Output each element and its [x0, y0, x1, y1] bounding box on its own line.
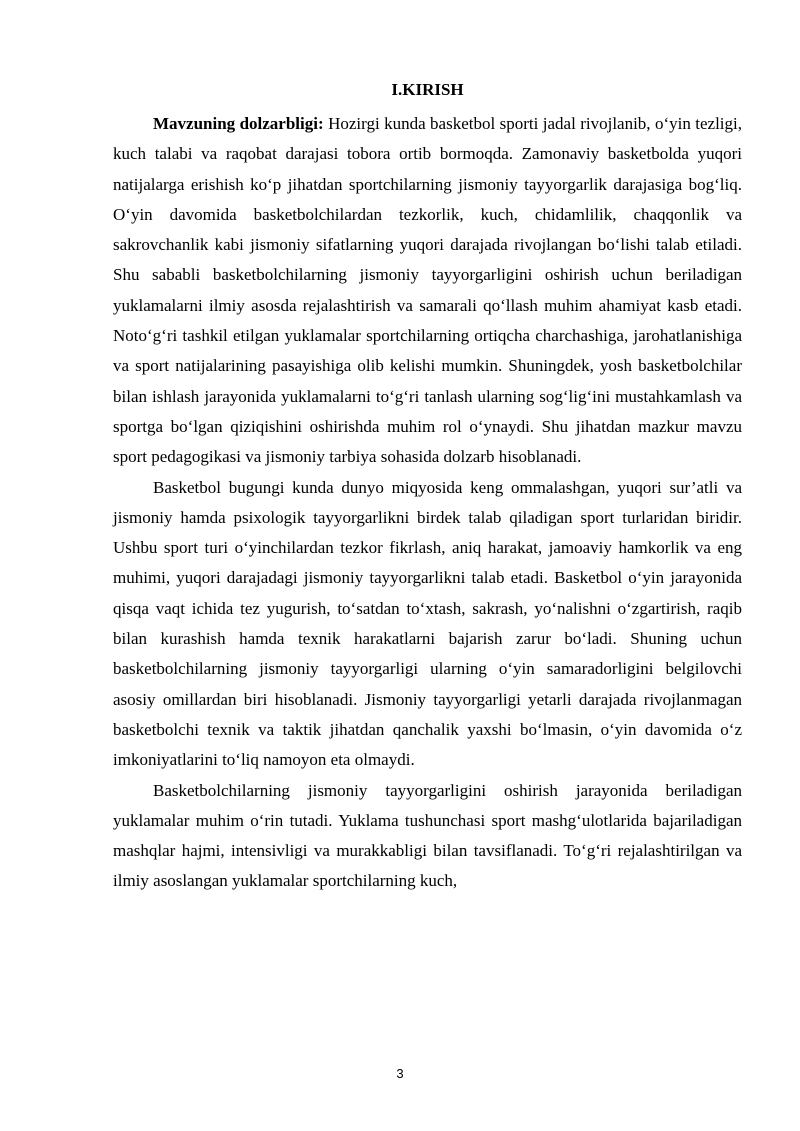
paragraph-lead: Mavzuning dolzarbligi: [153, 114, 324, 133]
paragraph-text: Basketbolchilarning jismoniy tayyorgarligini oshirish jarayonida beriladigan yuklamalar muhim o‘rin tutadi. Yuklama tushunchasi sport mashg‘ulotlarida bajariladigan mashqlar hajmi, intensivligi va murakkabligi bilan tavsiflanadi. To‘g‘ri rejalashtirilgan va ilmiy asoslangan yuklamalar sportchilarning kuch, [113, 780, 742, 891]
section-title: I.KIRISH [391, 80, 464, 99]
paragraph-text: Hozirgi kunda basketbol sporti jadal rivojlanib, o‘yin tezligi, kuch talabi va raqobat darajasi tobora ortib bormoqda. Zamonaviy basketbolda yuqori natijalarga erishish ko‘p jihatdan sportchilarning jismoniy tayyorgarlik darajasiga bog‘liq. O‘yin davomida basketbolchilardan tezkorlik, kuch, chidamlilik, chaqqonlik va sakrovchanlik kabi jismoniy sifatlarning yuqori darajada rivojlangan bo‘lishi talab etiladi. Shu sababli basketbolchilarning jismoniy tayyorgarligini oshirish uchun beriladigan yuklamalarni ilmiy asosda rejalashtirish va samarali qo‘llash muhim ahamiyat kasb etadi. Noto‘g‘ri tashkil etilgan yuklamalar sportchilarning ortiqcha charchashiga, jarohatlanishiga va sport natijalarining pasayishiga olib kelishi mumkin. Shuningdek, yosh basketbolchilar bilan ishlash jarayonida yuklamalarni to‘g‘ri tanlash ularning sog‘lig‘ini mustahkamlash va sportga bo‘lgan qiziqishini oshirishda muhim rol o‘ynaydi. Shu jihatdan mazkur mavzu sport pedagogikasi va jismoniy tarbiya sohasida dolzarb hisoblanadi. [113, 114, 742, 467]
paragraph-text: Basketbol bugungi kunda dunyo miqyosida keng ommalashgan, yuqori sur’atli va jismoniy hamda psixologik tayyorgarlikni birdek talab qiladigan sport turlaridan biridir. Ushbu sport turi o‘yinchilardan tezkor fikrlash, aniq harakat, jamoaviy hamkorlik va eng muhimi, yuqori darajadagi jismoniy tayyorgarlikni talab etadi. Basketbol o‘yin jarayonida qisqa vaqt ichida tez yugurish, to‘satdan to‘xtash, sakrash, yo‘nalishni o‘zgartirish, raqib bilan kurashish hamda texnik harakatlarni bajarish zarur bo‘ladi. Shuning uchun basketbolchilarning jismoniy tayyorgarligi ularning o‘yin samaradorligini belgilovchi asosiy omillardan biri hisoblanadi. Jismoniy tayyorgarligi yetarli darajada rivojlanmagan basketbolchi texnik va taktik jihatdan qanchalik yaxshi bo‘lmasin, o‘yin davomida o‘z imkoniyatlarini to‘liq namoyon eta olmaydi. [113, 477, 742, 770]
paragraph-loads [113, 776, 742, 897]
paragraph-basketball [113, 473, 742, 776]
paragraph-relevance [113, 109, 742, 473]
page-number: 3 [396, 1066, 404, 1081]
